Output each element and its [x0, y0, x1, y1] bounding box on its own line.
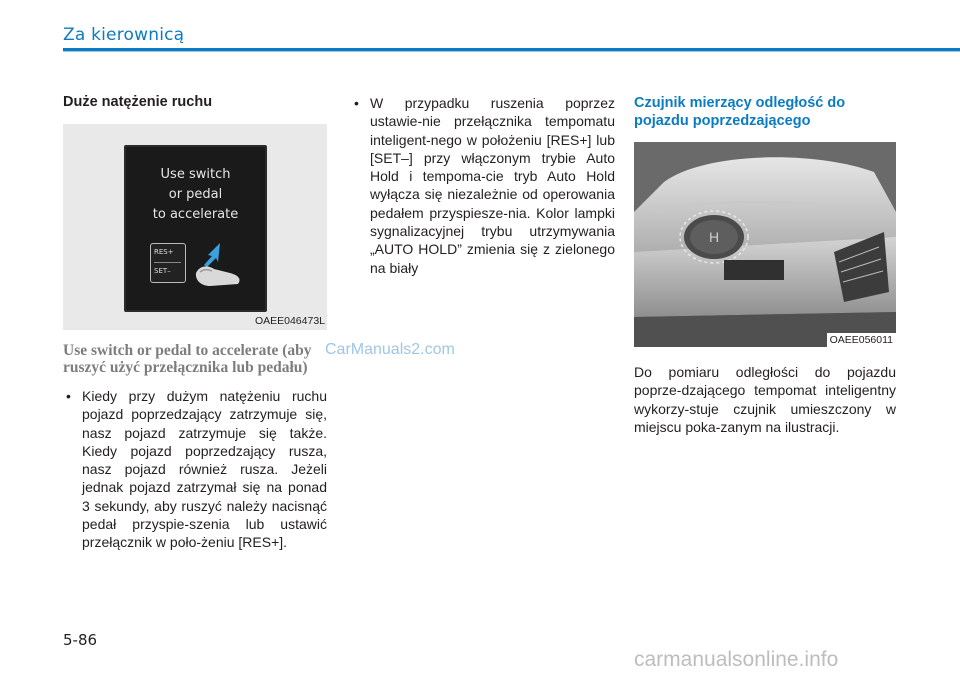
page-header-title: Za kierownicą [63, 25, 185, 45]
section-title-distance-sensor [634, 94, 896, 130]
svg-text:H: H [708, 229, 720, 245]
right-column [634, 94, 896, 436]
header-rule-thin [63, 51, 960, 52]
cruise-switch-icon [150, 243, 186, 283]
watermark: CarManuals2.com [325, 341, 455, 358]
middle-column [351, 94, 615, 277]
screen-line-2: or pedal [168, 187, 223, 202]
figure-car-front [634, 142, 896, 347]
foot-on-pedal-icon [190, 239, 250, 291]
figure-code: OAEE056011 [827, 333, 896, 347]
switch-label-res: RES+ [154, 248, 174, 256]
cluster-screen [124, 145, 267, 312]
bullet-dot: • [66, 388, 71, 404]
paragraph-distance-sensor: Do pomiaru odległości do pojazdu poprze-dzającego tempomat inteligentny wykorzy-stuje czujnik umieszczony w miejscu poka-zanym na ilustracji. [634, 364, 896, 435]
figure-cluster-display [63, 124, 327, 330]
section-title-line-1: Czujnik mierzący odległość do [634, 95, 846, 111]
switch-label-set: SET– [154, 267, 171, 275]
bullet-heavy-traffic [63, 387, 327, 552]
bullet-text: W przypadku ruszenia poprzez ustawie-nie przełącznika tempomatu inteligent-nego w położeniu [RES+] lub [SET–] przy włączonym trybie Auto Hold i tempoma-cie tryb Auto Hold wyłącza się niezależnie od operowania pedałem przyspiesze-nia. Kolor lampki sygnalizacyjnej trybu utrzymywania „AUTO HOLD” zmienia się z zielonego na biały [370, 95, 615, 276]
figure-code: OAEE046473L [254, 315, 325, 327]
bullet-dot: • [354, 95, 359, 111]
bullet-auto-hold [351, 94, 615, 277]
footer-watermark: carmanualsonline.info [634, 648, 839, 671]
left-column [63, 94, 327, 552]
section-title-line-2: pojazdu poprzedzającego [634, 113, 811, 129]
screen-line-3: to accelerate [152, 207, 239, 222]
screen-line-1: Use switch [160, 167, 231, 182]
section-title-heavy-traffic: Duże natężenie ruchu [63, 94, 213, 110]
bullet-text: Kiedy przy dużym natężeniu ruchu pojazd poprzedzający zatrzymuje się, nasz pojazd zatrzymuje się także. Kiedy pojazd poprzedzający rusza, nasz pojazd również rusza. Jeżeli jednak pojazd zatrzymał się na ponad 3 sekundy, aby ruszyć należy nacisnąć pedał przyspie-szenia lub ustawić przełącznik w poło-żeniu [RES+]. [82, 388, 327, 551]
page-number: 5-86 [63, 631, 98, 649]
car-front-illustration [634, 142, 896, 347]
figure-caption: Use switch or pedal to accelerate (aby ruszyć użyć przełącznika lub pedału) [63, 342, 312, 376]
